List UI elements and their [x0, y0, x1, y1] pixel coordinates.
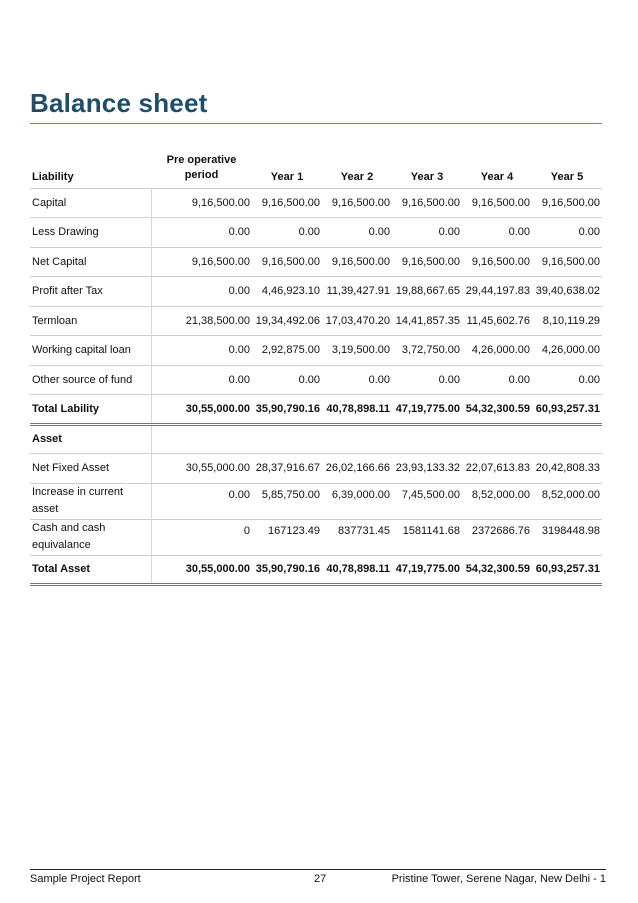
cell-value: 9,16,500.00: [322, 247, 392, 277]
cell-value: 4,26,000.00: [462, 336, 532, 366]
cell-value: 5,85,750.00: [252, 483, 322, 519]
row-label: Termloan: [30, 306, 151, 336]
cell-value: 0.00: [462, 218, 532, 248]
section-label: Asset: [30, 424, 151, 454]
cell-value: 9,16,500.00: [392, 188, 462, 218]
cell-value: 8,52,000.00: [532, 483, 602, 519]
cell-value: 23,93,133.32: [392, 454, 462, 484]
cell-value: 837731.45: [322, 519, 392, 555]
header-year-5: Year 5: [550, 170, 584, 183]
cell-value: 30,55,000.00: [151, 395, 252, 425]
cell-value: 14,41,857.35: [392, 306, 462, 336]
cell-value: 35,90,790.16: [252, 395, 322, 425]
cell-value: 39,40,638.02: [532, 277, 602, 307]
cell-value: 3,72,750.00: [392, 336, 462, 366]
cell-value: 9,16,500.00: [322, 188, 392, 218]
cell-empty: [532, 424, 602, 454]
cell-value: 167123.49: [252, 519, 322, 555]
cell-value: 0.00: [252, 365, 322, 395]
row-label: Net Capital: [30, 247, 151, 277]
cell-empty: [322, 424, 392, 454]
cell-value: 54,32,300.59: [462, 395, 532, 425]
cell-value: 0.00: [322, 218, 392, 248]
page-title: Balance sheet: [30, 88, 208, 118]
row-label: Increase in current asset: [30, 483, 151, 519]
cell-value: 7,45,500.00: [392, 483, 462, 519]
cell-value: 9,16,500.00: [151, 188, 252, 218]
header-year-2: Year 2: [340, 170, 374, 183]
table-row-less-drawing: [30, 218, 602, 248]
cell-value: 19,88,667.65: [392, 277, 462, 307]
cell-value: 11,45,602.76: [462, 306, 532, 336]
row-label: Working capital loan: [30, 336, 151, 366]
cell-value: 28,37,916.67: [252, 454, 322, 484]
table-row-net-fixed-asset: [30, 454, 602, 484]
table-row-termloan: [30, 306, 602, 336]
cell-value: 0.00: [151, 218, 252, 248]
cell-value: 0.00: [151, 365, 252, 395]
cell-value: 20,42,808.33: [532, 454, 602, 484]
cell-value: 3198448.98: [532, 519, 602, 555]
cell-value: 9,16,500.00: [462, 188, 532, 218]
cell-value: 26,02,166.66: [322, 454, 392, 484]
cell-value: 0.00: [151, 277, 252, 307]
header-year-4: Year 4: [480, 170, 514, 183]
cell-value: 9,16,500.00: [252, 188, 322, 218]
cell-value: 9,16,500.00: [462, 247, 532, 277]
table-row-capital: [30, 188, 602, 218]
cell-value: 9,16,500.00: [252, 247, 322, 277]
cell-value: 17,03,470.20: [322, 306, 392, 336]
cell-value: 11,39,427.91: [322, 277, 392, 307]
cell-value: 9,16,500.00: [392, 247, 462, 277]
cell-empty: [462, 424, 532, 454]
row-label: Cash and cash equivalance: [30, 519, 151, 555]
cell-value: 47,19,775.00: [392, 395, 462, 425]
table-row-net-capital: [30, 247, 602, 277]
row-label: Capital: [30, 188, 151, 218]
cell-value: 0.00: [151, 336, 252, 366]
cell-value: 30,55,000.00: [151, 454, 252, 484]
cell-value: 6,39,000.00: [322, 483, 392, 519]
cell-value: 47,19,775.00: [392, 555, 462, 585]
cell-empty: [252, 424, 322, 454]
cell-value: 2,92,875.00: [252, 336, 322, 366]
cell-value: 9,16,500.00: [532, 188, 602, 218]
header-year-3: Year 3: [410, 170, 444, 183]
header-pre-operative-period: Pre operative period: [166, 153, 237, 181]
table-row-increase-in-current-asset: [30, 483, 602, 519]
table-row-working-capital-loan: [30, 336, 602, 366]
balance-sheet-table: [30, 142, 602, 586]
cell-value: 4,26,000.00: [532, 336, 602, 366]
header-year-1: Year 1: [270, 170, 304, 183]
cell-value: 4,46,923.10: [252, 277, 322, 307]
title-underline: [30, 123, 602, 124]
row-label: Total Asset: [30, 555, 151, 585]
table-row-other-source-of-fund: [30, 365, 602, 395]
table-row-cash-equivalance: [30, 519, 602, 555]
cell-value: 54,32,300.59: [462, 555, 532, 585]
cell-value: 9,16,500.00: [151, 247, 252, 277]
header-liability: Liability: [32, 170, 74, 183]
cell-value: 19,34,492.06: [252, 306, 322, 336]
row-label: Total Lability: [30, 395, 151, 425]
footer-report-name: Sample Project Report: [30, 873, 141, 885]
footer-page-number: 27: [314, 873, 327, 885]
cell-value: 30,55,000.00: [151, 555, 252, 585]
table-row-profit-after-tax: [30, 277, 602, 307]
cell-value: 60,93,257.31: [532, 555, 602, 585]
cell-value: 1581141.68: [392, 519, 462, 555]
cell-empty: [392, 424, 462, 454]
footer-address: Pristine Tower, Serene Nagar, New Delhi - 1: [391, 873, 606, 885]
cell-value: 8,10,119.29: [532, 306, 602, 336]
cell-value: 0.00: [392, 365, 462, 395]
cell-value: 2372686.76: [462, 519, 532, 555]
cell-value: 0: [151, 519, 252, 555]
cell-empty: [151, 424, 252, 454]
row-label: Other source of fund: [30, 365, 151, 395]
cell-value: 0.00: [462, 365, 532, 395]
cell-value: 22,07,613.83: [462, 454, 532, 484]
row-label: Profit after Tax: [30, 277, 151, 307]
cell-value: 40,78,898.11: [322, 395, 392, 425]
cell-value: 35,90,790.16: [252, 555, 322, 585]
table-row-asset-heading: [30, 424, 602, 454]
cell-value: 60,93,257.31: [532, 395, 602, 425]
cell-value: 3,19,500.00: [322, 336, 392, 366]
cell-value: 0.00: [532, 365, 602, 395]
row-label: Net Fixed Asset: [30, 454, 151, 484]
cell-value: 40,78,898.11: [322, 555, 392, 585]
cell-value: 0.00: [322, 365, 392, 395]
footer-divider: [30, 869, 606, 870]
table-header-row: [30, 142, 602, 188]
cell-value: 0.00: [252, 218, 322, 248]
cell-value: 29,44,197.83: [462, 277, 532, 307]
table-row-total-asset: [30, 555, 602, 585]
cell-value: 8,52,000.00: [462, 483, 532, 519]
table-row-total-liability: [30, 395, 602, 425]
cell-value: 0.00: [151, 483, 252, 519]
cell-value: 9,16,500.00: [532, 247, 602, 277]
cell-value: 0.00: [532, 218, 602, 248]
cell-value: 21,38,500.00: [151, 306, 252, 336]
row-label: Less Drawing: [30, 218, 151, 248]
cell-value: 0.00: [392, 218, 462, 248]
